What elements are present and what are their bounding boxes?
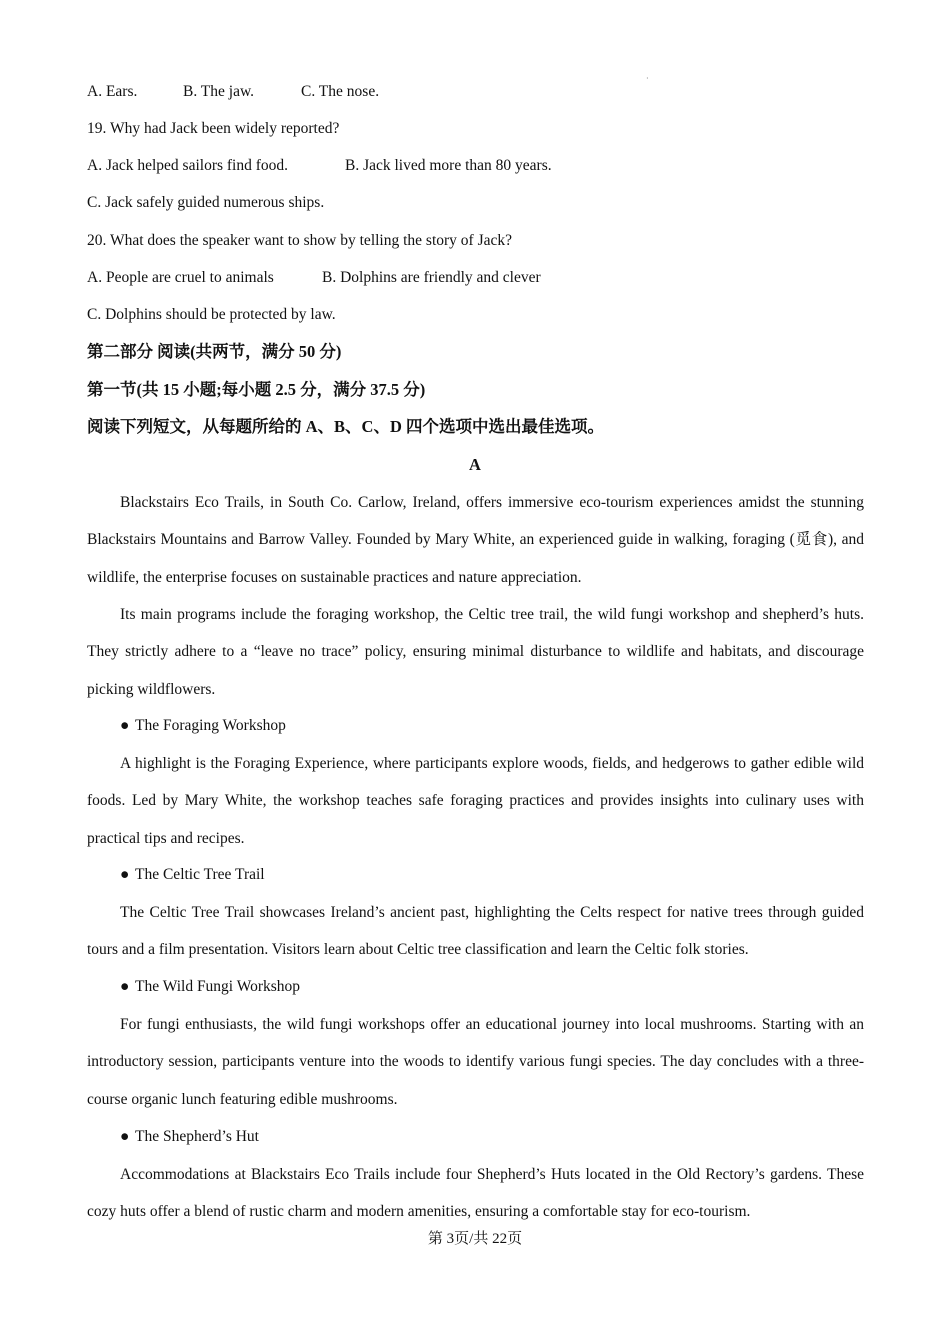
passage-paragraph-2: Its main programs include the foraging workshop, the Celtic tree trail, the wild fungi workshop and shepherd’s huts. They strictly adhere to a “leave no trace” policy, ensuring minimal disturbance to wildlife and habitats, and discourage picking wildflowers.	[87, 606, 864, 698]
section-instruction: 阅读下列短文，从每题所给的 A、B、C、D 四个选项中选出最佳选项。	[87, 417, 605, 436]
q18-option-a: A. Ears.	[87, 83, 138, 100]
bullet-item-fungi	[120, 977, 300, 997]
bullet-label: The Shepherd’s Hut	[135, 1128, 259, 1145]
bullet-label: The Foraging Workshop	[135, 717, 286, 734]
section-sub1-heading: 第一节(共 15 小题;每小题 2.5 分，满分 37.5 分)	[87, 380, 426, 399]
stray-mark: ·	[646, 74, 649, 83]
q19-options-row1	[87, 156, 552, 176]
passage-label: A	[469, 455, 481, 474]
passage-paragraph-4: The Celtic Tree Trail showcases Ireland’s ancient past, highlighting the Celts respect for native trees through guided tours and a film presentation. Visitors learn about Celtic tree classification and learn the Celtic folk stories.	[87, 904, 864, 959]
q19-option-a: A. Jack helped sailors find food.	[87, 157, 289, 174]
q19-option-b: B. Jack lived more than 80 years.	[345, 157, 552, 174]
page-footer: 第 3页/共 22页	[427, 1231, 523, 1247]
bullet-item-foraging	[120, 716, 286, 736]
q20-option-b: B. Dolphins are friendly and clever	[322, 269, 541, 286]
q18-options	[87, 82, 379, 102]
q20-option-c: C. Dolphins should be protected by law.	[87, 306, 336, 323]
q20-option-a: A. People are cruel to animals	[87, 269, 274, 286]
bullet-icon: ●	[120, 866, 130, 883]
q20-options-row1	[87, 268, 541, 288]
bullet-icon: ●	[120, 1128, 130, 1145]
q19-stem: 19. Why had Jack been widely reported?	[87, 120, 340, 137]
q20-stem: 20. What does the speaker want to show by telling the story of Jack?	[87, 232, 513, 249]
bullet-label: The Wild Fungi Workshop	[135, 978, 301, 995]
section-part2-heading: 第二部分 阅读(共两节，满分 50 分)	[87, 342, 342, 361]
bullet-item-celtic	[120, 865, 265, 885]
q18-option-b: B. The jaw.	[183, 83, 255, 100]
passage-paragraph-5: For fungi enthusiasts, the wild fungi workshops offer an educational journey into local mushrooms. Starting with an introductory session, participants venture into the woods to identify various fungi species. The day concludes with a three-course organic lunch featuring edible mushrooms.	[87, 1016, 864, 1108]
q18-option-c: C. The nose.	[301, 83, 380, 100]
bullet-item-hut	[120, 1127, 259, 1147]
passage-paragraph-1: Blackstairs Eco Trails, in South Co. Carlow, Ireland, offers immersive eco-tourism experiences amidst the stunning Blackstairs Mountains and Barrow Valley. Founded by Mary White, an experienced guide in walking, foraging (觅食), and wildlife, the enterprise focuses on sustainable practices and nature appreciation.	[87, 494, 864, 586]
passage-paragraph-6: Accommodations at Blackstairs Eco Trails include four Shepherd’s Huts located in the Old Rectory’s gardens. These cozy huts offer a blend of rustic charm and modern amenities, ensuring a comfortable stay for eco-tourism.	[87, 1166, 864, 1221]
bullet-icon: ●	[120, 717, 130, 734]
bullet-label: The Celtic Tree Trail	[135, 866, 265, 883]
q19-option-c: C. Jack safely guided numerous ships.	[87, 194, 325, 211]
bullet-icon: ●	[120, 978, 130, 995]
passage-paragraph-3: A highlight is the Foraging Experience, where participants explore woods, fields, and hedgerows to gather edible wild foods. Led by Mary White, the workshop teaches safe foraging practices and provides insights into culinary uses with practical tips and recipes.	[87, 755, 864, 847]
